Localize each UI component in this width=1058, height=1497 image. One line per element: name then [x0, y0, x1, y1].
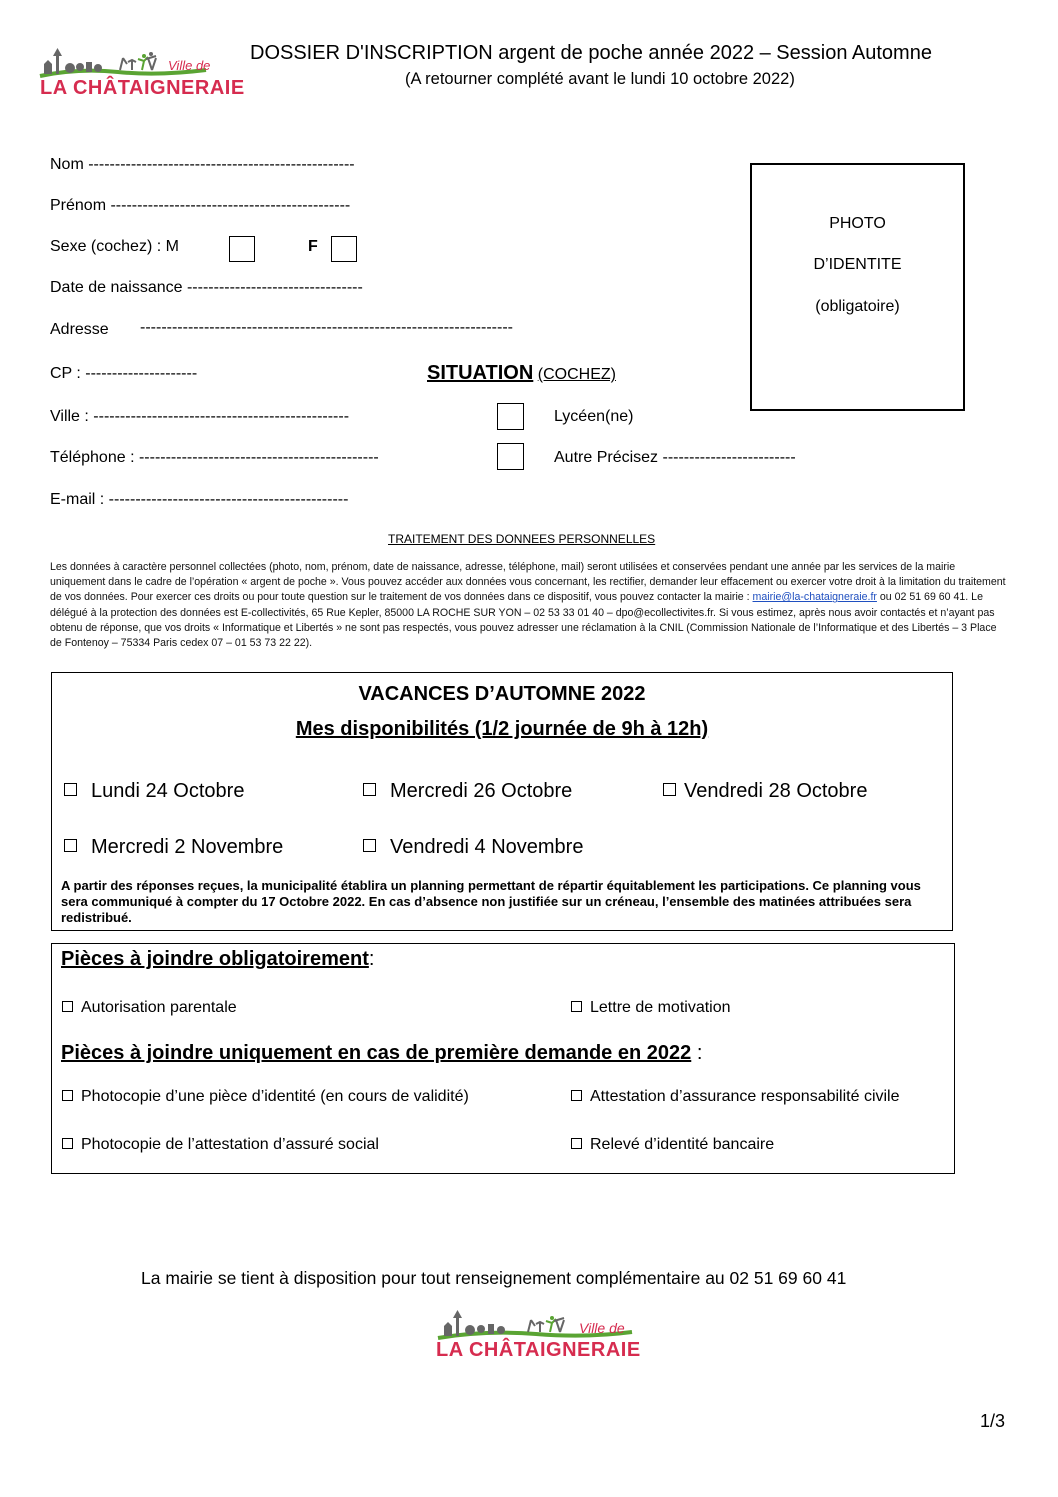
checkbox-sexe-f[interactable] — [331, 236, 357, 262]
vacances-title: VACANCES D’AUTOMNE 2022 — [358, 683, 646, 705]
pieces-title1-suffix: : — [368, 948, 375, 970]
pieces-title-first-request — [61, 1042, 702, 1065]
logo-small-text: Ville de — [579, 1320, 625, 1336]
privacy-text — [50, 560, 1010, 651]
pieces-title2-suffix: : — [691, 1042, 703, 1064]
photo-label-line3: (obligatoire) — [815, 298, 900, 315]
photo-label-line2: D’IDENTITE — [813, 256, 902, 273]
piece-option[interactable] — [62, 999, 237, 1017]
piece-label: Autorisation parentale — [81, 999, 237, 1016]
day-label: Mercredi 26 Octobre — [390, 780, 573, 802]
piece-option[interactable] — [571, 999, 731, 1017]
piece-label: Photocopie d’une pièce d’identité (en cours de validité) — [81, 1088, 469, 1105]
piece-label: Relevé d’identité bancaire — [590, 1136, 775, 1153]
vacances-note: A partir des réponses reçues, la municipalité établira un planning permettant de répartir équitablement les participations. Ce planning vous sera communiqué à compter du 17 Octobre 2022. En cas d’absence non justifiée sur un créneau, l’ensemble des matinées attribuées sera redistribué. — [61, 878, 921, 925]
privacy-text-part1: Les données à caractère personnel collectées (photo, nom, prénom, date de naissance, adresse, téléphone, mail) seront utilisées et conservées pendant une année par les services de la mairie uniquement dans le cadre de l’opération « argent de poche ». Vous pouvez accéder aux données vous concernant, les rectifier, demander leur effacement ou exercer votre droit à la limitation du traitement de vos données. Pour exercer ces droits ou pour toute question sur le traitement de vos données dans ce dispositif, vous pouvez contacter la mairie : — [50, 561, 1006, 604]
field-adresse-line[interactable]: ---------------------------------------------------------------------- — [140, 319, 513, 336]
privacy-title: TRAITEMENT DES DONNEES PERSONNELLES — [388, 532, 656, 546]
day-label: Mercredi 2 Novembre — [91, 836, 284, 858]
checkbox-lyceen[interactable] — [497, 403, 524, 430]
piece-option[interactable] — [62, 1136, 379, 1154]
checkbox-icon[interactable] — [571, 1090, 582, 1101]
checkbox-icon[interactable] — [571, 1138, 582, 1149]
pieces-title2: Pièces à joindre uniquement en cas de première demande en 2022 — [61, 1042, 692, 1064]
field-ville[interactable]: Ville : ------------------------------------------------ — [50, 408, 350, 425]
piece-option[interactable] — [571, 1136, 774, 1154]
checkbox-icon[interactable] — [62, 1001, 73, 1012]
pieces-title-mandatory — [61, 948, 374, 971]
day-option[interactable] — [663, 780, 867, 803]
page-number: 1/3 — [980, 1411, 1006, 1431]
privacy-email-link[interactable]: mairie@la-chataigneraie.fr — [752, 591, 877, 604]
piece-label: Attestation d’assurance responsabilité civile — [590, 1088, 900, 1105]
document-title: DOSSIER D'INSCRIPTION argent de poche année 2022 – Session Automne — [250, 42, 932, 64]
checkbox-icon[interactable] — [62, 1138, 73, 1149]
situation-title: SITUATION — [427, 362, 534, 384]
situation-heading — [427, 362, 616, 385]
vacances-subtitle: Mes disponibilités (1/2 journée de 9h à 12h) — [295, 718, 709, 740]
day-label: Lundi 24 Octobre — [91, 780, 245, 802]
logo-big-text: LA CHÂTAIGNERAIE — [40, 77, 245, 99]
footer-logo — [436, 1310, 641, 1366]
field-adresse-label: Adresse — [50, 321, 109, 338]
situation-option-lyceen: Lycéen(ne) — [554, 408, 634, 425]
privacy-text-part2: ou 02 51 69 60 41. Le délégué à la protection des données est E-collectivités, 65 Rue Kepler, 85000 LA ROCHE SUR YON – 02 53 33 01 40 – dpo@ecollectivites.fr. Si vous estimez, après nous avoir contactés et n’ayant pas obtenu de réponse, que vos droits « Informatique et Libertés » ne sont pas respectés, vous pouvez adresser une réclamation à la CNIL (Commission Nationale de l’Informatique et des Libertés – 3 Place de Fontenoy – 75334 Paris cedex 07 – 01 53 73 22 22). — [50, 591, 997, 650]
pieces-title1: Pièces à joindre obligatoirement — [61, 948, 369, 970]
checkbox-icon[interactable] — [64, 783, 77, 796]
photo-label-line1: PHOTO — [829, 215, 886, 232]
photo-box — [750, 163, 965, 411]
logo-big-text: LA CHÂTAIGNERAIE — [436, 1339, 641, 1361]
situation-hint: (COCHEZ) — [537, 366, 616, 383]
checkbox-sexe-m[interactable] — [229, 236, 255, 262]
piece-option[interactable] — [62, 1088, 469, 1106]
field-prenom[interactable]: Prénom --------------------------------------------- — [50, 197, 351, 214]
day-option[interactable] — [64, 780, 244, 803]
checkbox-icon[interactable] — [363, 783, 376, 796]
footer-contact: La mairie se tient à disposition pour tout renseignement complémentaire au 02 51 69 60 41 — [141, 1268, 847, 1288]
sexe-f-label: F — [308, 238, 318, 255]
document-subtitle: (A retourner complété avant le lundi 10 octobre 2022) — [405, 70, 795, 88]
piece-label: Lettre de motivation — [590, 999, 731, 1016]
pieces-box — [51, 943, 955, 1174]
checkbox-icon[interactable] — [64, 839, 77, 852]
field-sexe-label: Sexe (cochez) : M — [50, 238, 179, 255]
piece-option[interactable] — [571, 1088, 900, 1106]
day-option[interactable] — [64, 836, 283, 859]
piece-label: Photocopie de l’attestation d’assuré social — [81, 1136, 379, 1153]
checkbox-icon[interactable] — [571, 1001, 582, 1012]
checkbox-icon[interactable] — [363, 839, 376, 852]
day-option[interactable] — [363, 780, 572, 803]
day-option[interactable] — [363, 836, 583, 859]
field-nom[interactable]: Nom -------------------------------------------------- — [50, 156, 355, 173]
field-telephone[interactable]: Téléphone : --------------------------------------------- — [50, 449, 379, 466]
vacances-box — [51, 672, 953, 931]
day-label: Vendredi 28 Octobre — [684, 780, 868, 802]
checkbox-autre[interactable] — [497, 443, 524, 470]
field-email[interactable]: E-mail : --------------------------------------------- — [50, 491, 349, 508]
checkbox-icon[interactable] — [62, 1090, 73, 1101]
day-label: Vendredi 4 Novembre — [390, 836, 584, 858]
checkbox-icon[interactable] — [663, 783, 676, 796]
logo-small-text: Ville de — [168, 58, 211, 73]
field-date-naissance[interactable]: Date de naissance --------------------------------- — [50, 279, 363, 296]
field-cp[interactable]: CP : --------------------- — [50, 365, 198, 382]
header-logo — [38, 46, 245, 104]
situation-option-autre[interactable]: Autre Précisez ------------------------- — [554, 449, 796, 466]
